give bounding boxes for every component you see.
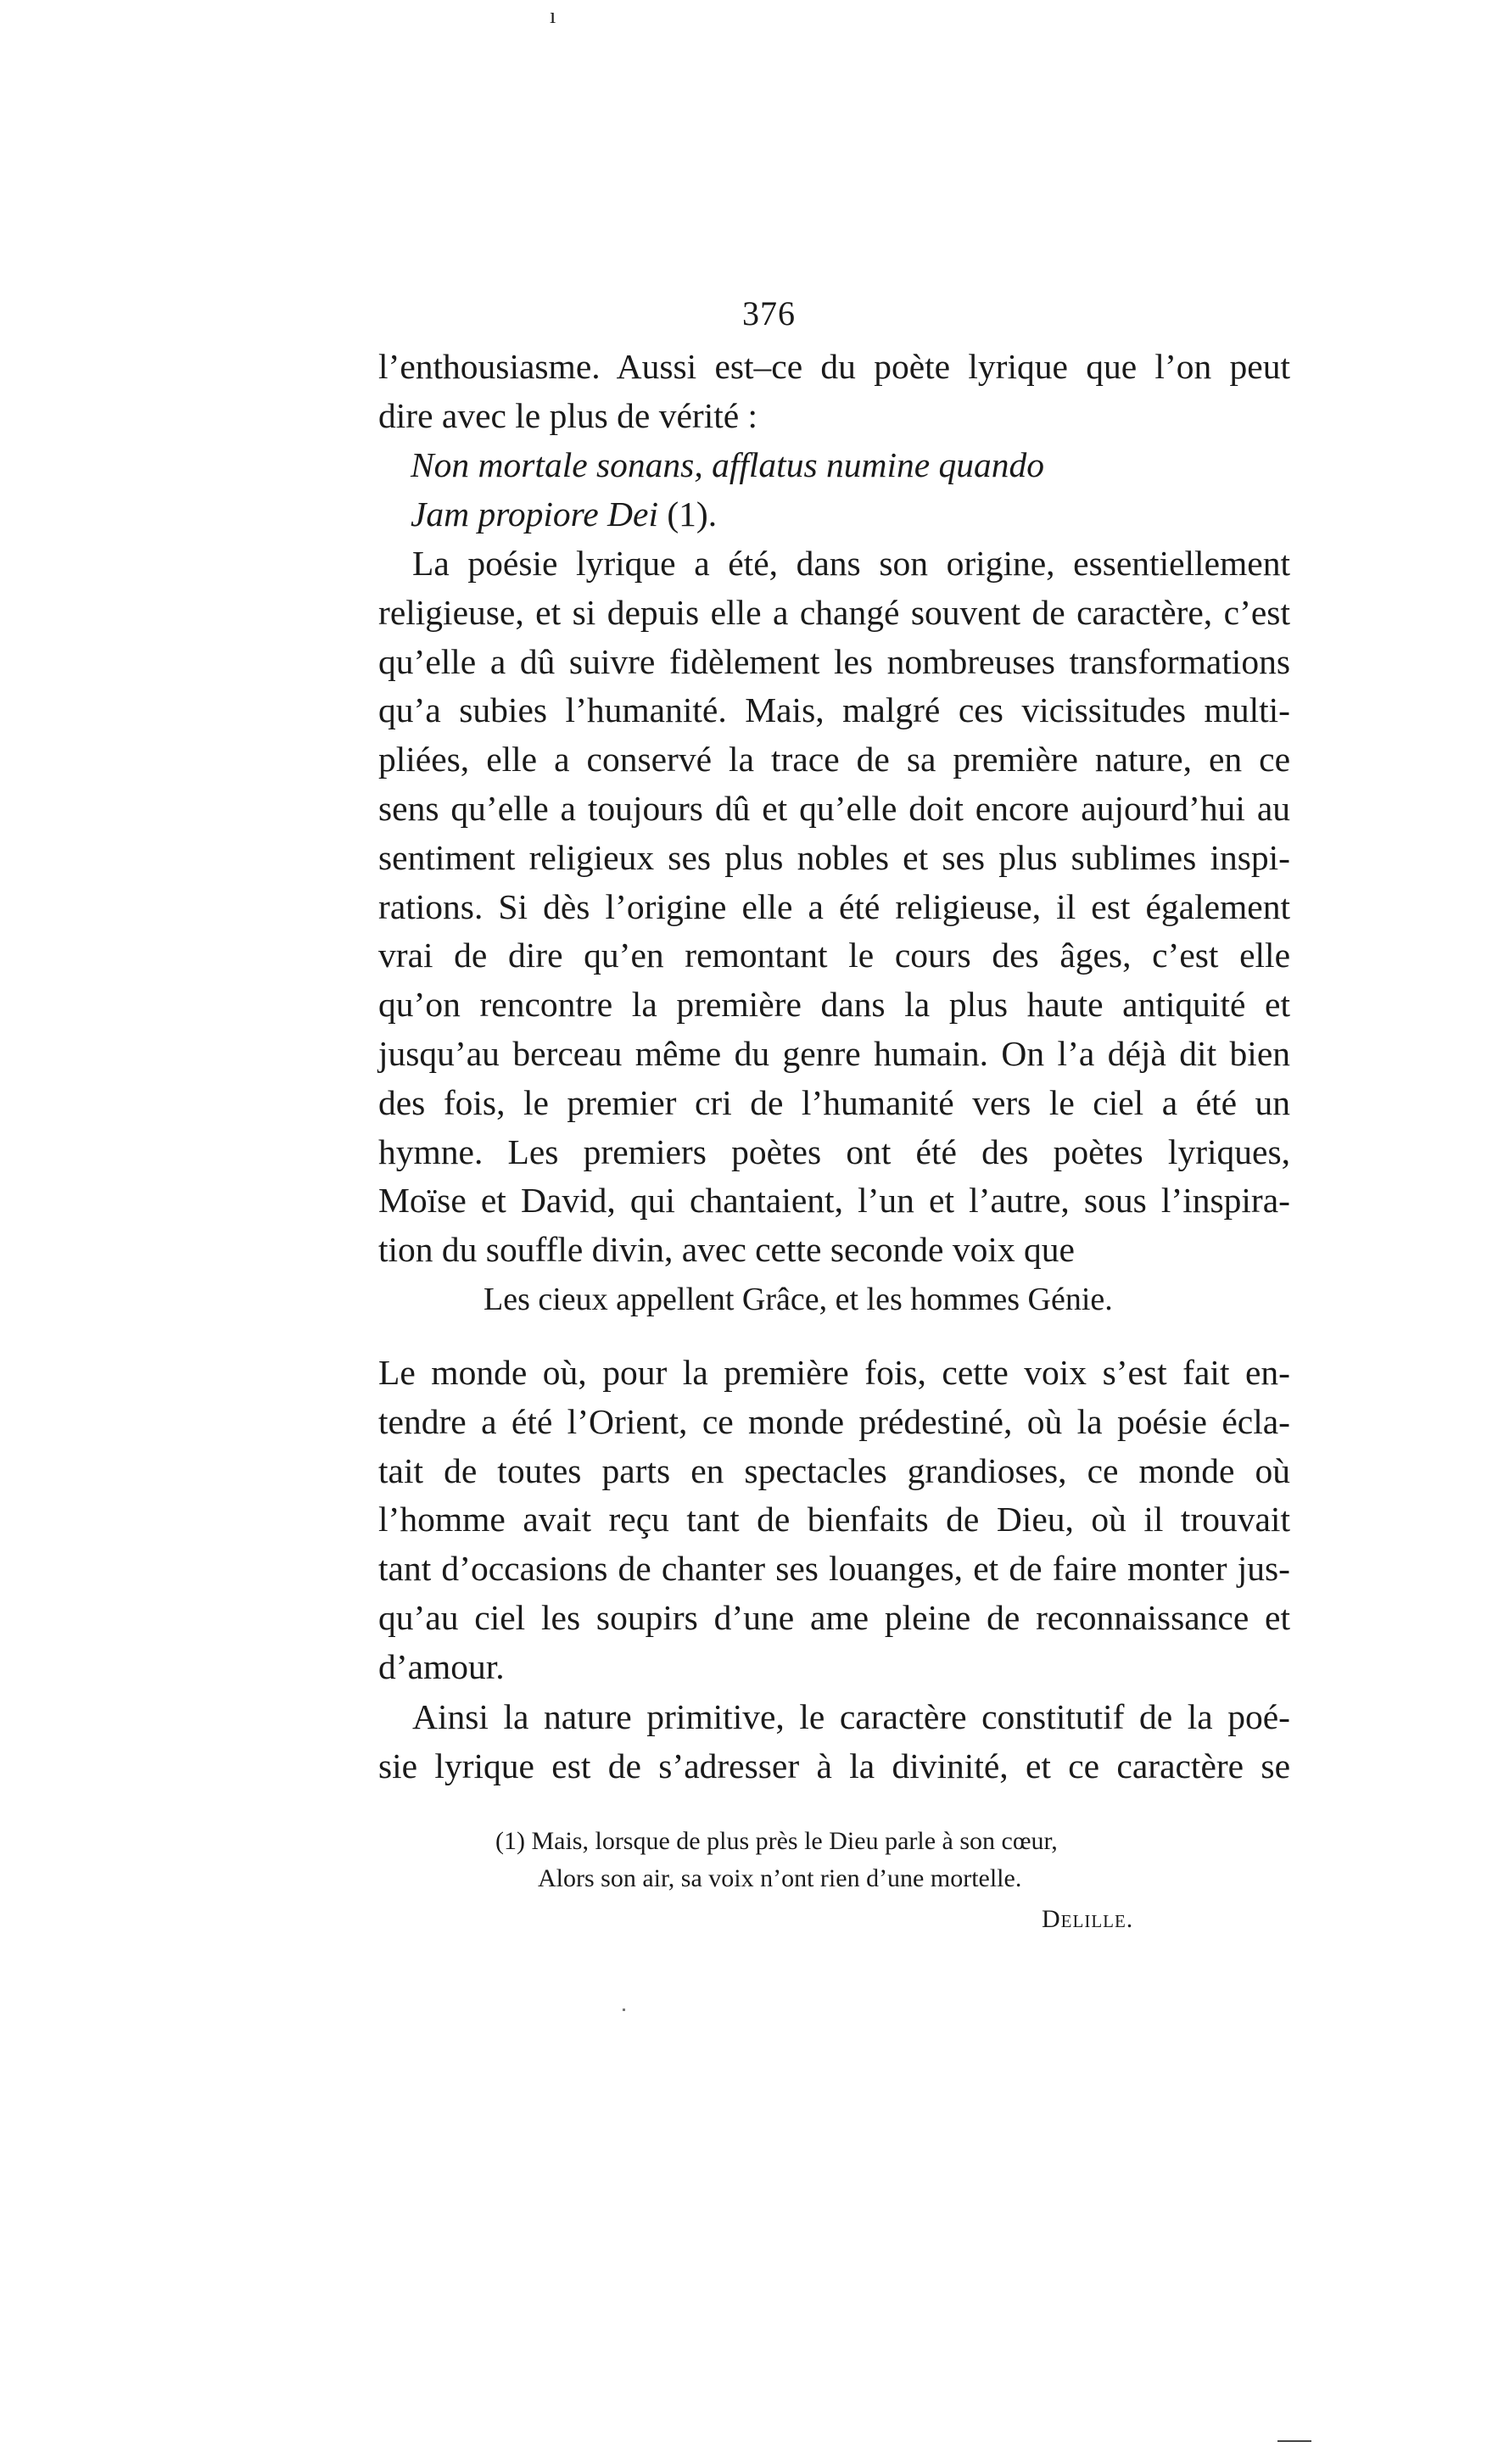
footnote-signature: Delille. — [1042, 1905, 1134, 1933]
footnote-line-2: Alors son air, sa voix n’ont rien d’une mortelle. — [538, 1864, 1022, 1892]
text-line: l’homme avait reçu tant de bienfaits de Dieu, où il trouvait — [378, 1500, 1290, 1539]
print-speck — [623, 2009, 625, 2011]
footnote-reference: (1). — [657, 494, 718, 534]
paragraph-2 — [378, 1349, 1290, 1692]
top-mark: ı — [550, 3, 556, 28]
text-line: dire avec le plus de vérité : — [378, 395, 758, 435]
text-line: qu’au ciel les soupirs d’une ame pleine de reconnaissance et — [378, 1597, 1290, 1637]
text-line: tion du souffle divin, avec cette seconde voix que — [378, 1230, 1075, 1270]
corner-rule — [1277, 2440, 1311, 2442]
text-line: qu’on rencontre la première dans la plus haute antiquité et — [378, 985, 1290, 1025]
text-line: tendre a été l’Orient, ce monde prédestiné, où la poésie écla- — [378, 1401, 1290, 1441]
text-line: La poésie lyrique a été, dans son origine, essentiellement — [412, 544, 1290, 583]
text-line: pliées, elle a conservé la trace de sa première nature, en ce — [378, 740, 1290, 779]
text-line: l’enthousiasme. Aussi est–ce du poète lyrique que l’on peut — [378, 347, 1290, 386]
text-line: qu’elle a dû suivre fidèlement les nombreuses transformations — [378, 641, 1290, 681]
footnote-line-1: (1) Mais, lorsque de plus près le Dieu parle à son cœur, — [495, 1827, 1058, 1855]
text-line: jusqu’au berceau même du genre humain. On l’a déjà dit bien — [378, 1033, 1290, 1073]
text-line: qu’a subies l’humanité. Mais, malgré ces vicissitudes multi- — [378, 690, 1290, 730]
opening-text — [378, 343, 1290, 441]
paragraph-1 — [378, 539, 1290, 1275]
text-line: Moïse et David, qui chantaient, l’un et l’autre, sous l’inspira- — [378, 1181, 1290, 1221]
text-line: religieuse, et si depuis elle a changé souvent de caractère, c’est — [378, 592, 1290, 632]
latin-verse-line-1: Non mortale sonans, afflatus numine quando — [411, 445, 1045, 484]
latin-verse-line-2 — [411, 490, 717, 539]
page-number: 376 — [742, 294, 796, 332]
text-line: d’amour. — [378, 1646, 505, 1686]
text-line: des fois, le premier cri de l’humanité vers le ciel a été un — [378, 1082, 1290, 1122]
text-line: tait de toutes parts en spectacles grandioses, ce monde où — [378, 1450, 1290, 1490]
text-line: Le monde où, pour la première fois, cette voix s’est fait en- — [378, 1353, 1290, 1392]
paragraph-3 — [378, 1693, 1290, 1791]
text-line: sens qu’elle a toujours dû et qu’elle doit encore aujourd’hui au — [378, 788, 1290, 828]
text-line: sentiment religieux ses plus nobles et ses plus sublimes inspi- — [378, 837, 1290, 877]
latin-verse-text: Jam propiore Dei — [411, 494, 658, 534]
text-line: hymne. Les premiers poètes ont été des poètes lyriques, — [378, 1131, 1290, 1171]
text-line: sie lyrique est de s’adresser à la divinité, et ce caractère se — [378, 1746, 1290, 1785]
text-line: Ainsi la nature primitive, le caractère constitutif de la poé- — [412, 1697, 1290, 1736]
text-line: tant d’occasions de chanter ses louanges, et de faire monter jus- — [378, 1549, 1290, 1589]
text-line: vrai de dire qu’en remontant le cours des âges, c’est elle — [378, 936, 1290, 975]
quoted-verse: Les cieux appellent Grâce, et les hommes Génie. — [484, 1282, 1113, 1317]
text-line: rations. Si dès l’origine elle a été religieuse, il est également — [378, 886, 1290, 926]
